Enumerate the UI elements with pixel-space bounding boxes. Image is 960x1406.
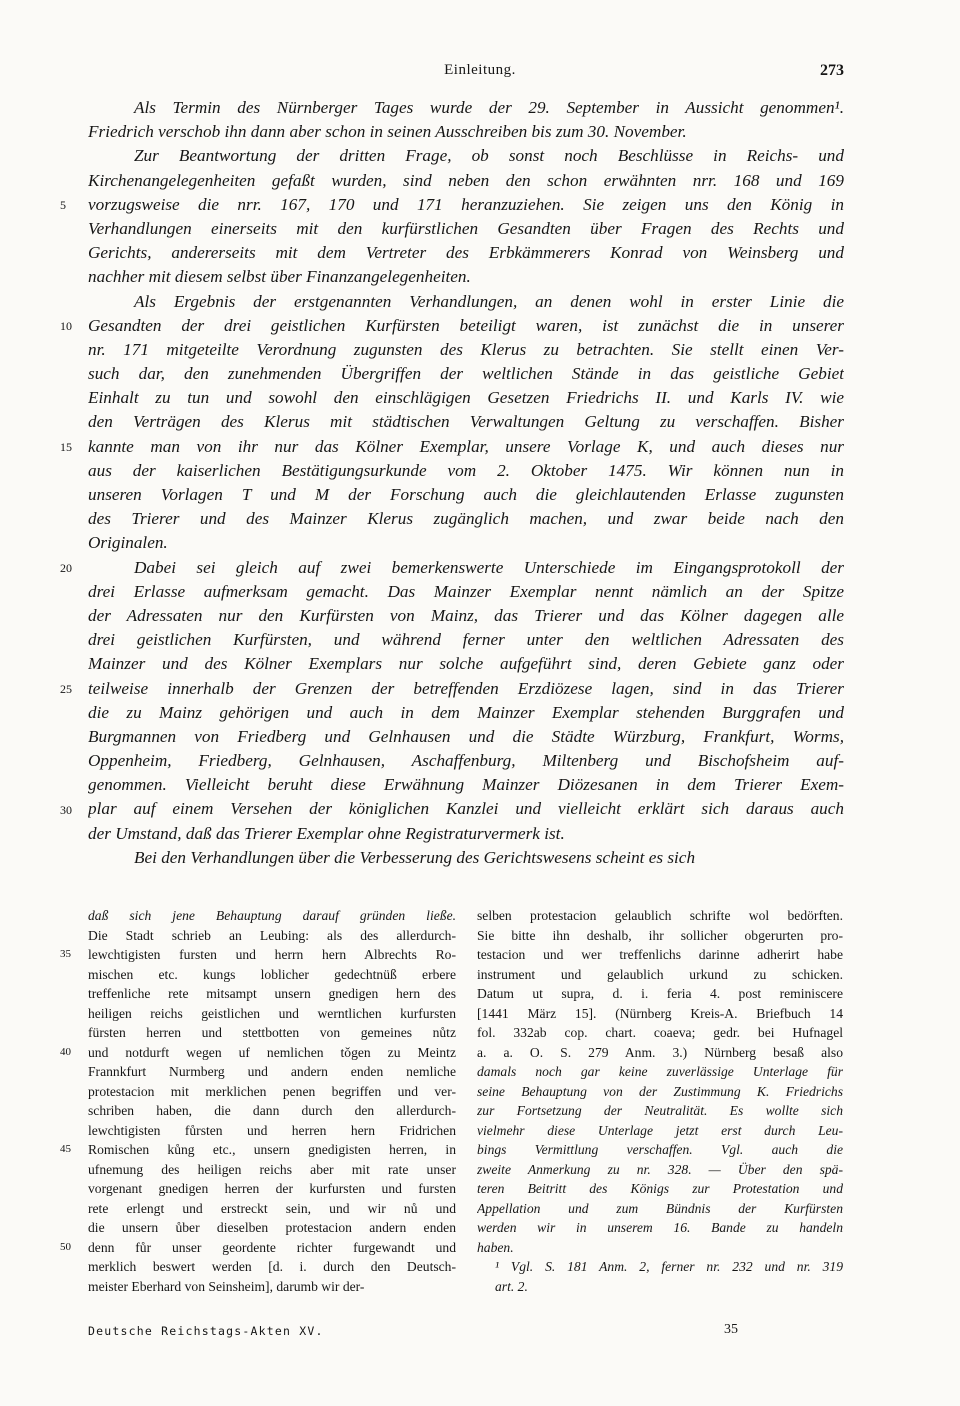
text-line: such dar, den zunehmenden Übergriffen der weltlichen Stände in das geistliche Gebiet bbox=[88, 364, 844, 384]
text-line: Originalen. bbox=[88, 533, 168, 553]
line-number: 30 bbox=[60, 802, 72, 817]
line-number: 20 bbox=[60, 560, 72, 575]
line-number: 25 bbox=[60, 681, 72, 696]
footnote-line: instrument und gelaublich urkund zu schicken. bbox=[477, 966, 843, 982]
footnote-line: fürsten herren und stettbotten von gemeines nůtz bbox=[88, 1025, 456, 1040]
text-line: Verhandlungen einerseits mit den kurfürstlichen Gesandten über Fragen des Rechts und bbox=[88, 218, 844, 238]
text-line: Bei den Verhandlungen über die Verbesserung des Gerichtswesens scheint es sich bbox=[134, 847, 696, 867]
footnote-line: Frannkfurt Nurmberg und andern enden nemliche bbox=[88, 1064, 456, 1079]
text-line: Burgmannen von Friedberg und Gelnhausen und die Städte Würzburg, Frankfurt, Worms, bbox=[88, 726, 844, 746]
footnote-line: denn fůr unser geordente richter furgewandt und bbox=[88, 1239, 456, 1255]
footnote-line: Die Stadt schrieb an Leubing: als des allerdurch- bbox=[88, 927, 456, 943]
footnote-line: vielmehr diese Unterlage jetzt erst durch Leu- bbox=[477, 1122, 843, 1138]
footnote-line: schriben haben, die dann durch den allerdurch- bbox=[88, 1103, 456, 1118]
text-line: Als Termin des Nürnberger Tages wurde der 29. September in Aussicht genommen¹. bbox=[134, 98, 844, 117]
signature-line: Deutsche Reichstags-Akten XV. bbox=[88, 1324, 324, 1338]
footnote-column-right bbox=[477, 906, 843, 1296]
text-line: nachher mit diesem selbst über Finanzangelegenheiten. bbox=[88, 267, 471, 287]
text-line: Gesandten der drei geistlichen Kurfürsten beteiligt waren, ist zunächst die in unserer bbox=[88, 315, 844, 335]
footnote-line: werden wir in unserem 16. Bande zu handeln bbox=[477, 1220, 843, 1235]
footnote-line: ufnemung des heiligen reichs aber mit rate unser bbox=[88, 1161, 456, 1177]
footnote-line: lewchtigisten fůrsten und herren hern Fridrichen bbox=[88, 1122, 456, 1138]
footnote-line: teren Beitritt des Königs zur Protestation und bbox=[477, 1181, 843, 1196]
footnote-line: bings Vermittlung verschaffen. Vgl. auch die bbox=[477, 1142, 843, 1157]
text-line: den Verträgen des Klerus mit städtischen Verwaltungen Geltung zu verschaffen. Bisher bbox=[88, 412, 844, 432]
text-line: Zur Beantwortung der dritten Frage, ob sonst noch Beschlüsse in Reichs- und bbox=[134, 146, 844, 166]
footnote-line: haben. bbox=[477, 1239, 514, 1255]
footnote-line: mischen etc. kungs loblicher gedechtnüß erbere bbox=[88, 966, 456, 982]
footnote-line: zur Fortsetzung der Neutralität. Es wollte sich bbox=[477, 1103, 843, 1118]
text-line: drei geistlichen Kurfürsten, und während ferner unter den weltlichen Adressaten des bbox=[88, 630, 844, 650]
main-body-text bbox=[88, 96, 844, 870]
footnote-line: fol. 332ab cop. chart. coaeva; gedr. bei Hufnagel bbox=[477, 1025, 843, 1040]
footnote-line: Appellation und zum Bündnis der Kurfürsten bbox=[477, 1200, 843, 1216]
text-line: Als Ergebnis der erstgenannten Verhandlungen, an denen wohl in erster Linie die bbox=[134, 291, 844, 311]
text-line: die zu Mainz gehörigen und auch in dem Mainzer Exemplar stehenden Burggrafen und bbox=[88, 702, 844, 722]
footnote-line: daß sich jene Behauptung darauf gründen ließe. bbox=[88, 908, 456, 923]
line-number: 35 bbox=[60, 948, 71, 960]
footnote-line: und notdurft wegen uf nemlichen tǒgen zu Meintz bbox=[88, 1044, 456, 1060]
footnote-line: lewchtigisten fursten und herrn hern Albrechts Ro- bbox=[88, 947, 456, 962]
text-line: Einhalt zu tun und sowohl den einschlägigen Gesetzen Friedrichs II. und Karls IV. wie bbox=[88, 388, 844, 408]
text-line: Kirchenangelegenheiten gefaßt wurden, sind neben den schon erwähnten nrr. 168 und 169 bbox=[88, 170, 844, 190]
text-line: kannte man von ihr nur das Kölner Exemplar, unsere Vorlage K, und auch dieses nur bbox=[88, 436, 844, 456]
sheet-number: 35 bbox=[724, 1322, 738, 1337]
footnote-1-line: art. 2. bbox=[495, 1278, 528, 1294]
text-line: drei Erlasse aufmerksam gemacht. Das Mainzer Exemplar nennt nämlich an der Spitze bbox=[88, 581, 844, 601]
text-line: unseren Vorlagen T und M der Forschung auch die gleichlautenden Erlasse zugunsten bbox=[88, 485, 844, 504]
footnote-line: meister Eberhard von Seinsheim], darumb wir der- bbox=[88, 1278, 365, 1294]
footnote-line: damals noch gar keine zuverlässige Unterlage für bbox=[477, 1064, 843, 1079]
text-line: Oppenheim, Friedberg, Gelnhausen, Aschaffenburg, Miltenberg und Bischofsheim auf- bbox=[88, 751, 844, 771]
text-line: Dabei sei gleich auf zwei bemerkenswerte Unterschiede im Eingangsprotokoll der bbox=[134, 557, 844, 577]
footnote-1-line: ¹ Vgl. S. 181 Anm. 2, ferner nr. 232 und nr. 319 bbox=[495, 1259, 843, 1274]
text-line: Gerichts, andererseits mit dem Vertreter des Erbkämmerers Konrad von Weinsberg und bbox=[88, 243, 844, 263]
line-number: 50 bbox=[60, 1240, 71, 1253]
line-number: 45 bbox=[60, 1143, 71, 1155]
text-line: vorzugsweise die nrr. 167, 170 und 171 heranzuziehen. Sie zeigen uns den König in bbox=[88, 194, 844, 214]
footnote-line: a. a. O. S. 279 Anm. 3.) Nürnberg besaß also bbox=[477, 1044, 843, 1060]
footnote-line: treffenliche rete mitsampt unsern gnedigen hern des bbox=[88, 986, 456, 1001]
running-header: Einleitung. bbox=[444, 62, 516, 78]
text-line: Mainzer und des Kölner Exemplars nur solche aufgeführt sind, deren Gebiete ganz oder bbox=[88, 654, 844, 674]
footnote-line: die unsern ůber dieselben protestacion andern enden bbox=[88, 1220, 456, 1235]
line-number: 10 bbox=[60, 318, 72, 333]
footnote-line: selben protestacion gelaublich schrifte wol bedörften. bbox=[477, 908, 843, 923]
text-line: des Trierer und des Mainzer Klerus zugänglich machen, und zwar beide nach den bbox=[88, 509, 844, 529]
text-line: teilweise innerhalb der Grenzen der betreffenden Erzdiözese lagen, sind in das Trierer bbox=[88, 678, 844, 698]
footnote-line: Sie bitte ihn deshalb, ihr sollicher obgerurten pro- bbox=[477, 927, 843, 943]
footnote-line: seine Behauptung von der Zustimmung K. Friedrichs bbox=[477, 1083, 843, 1099]
text-line: nr. 171 mitgeteilte Verordnung zugunsten des Klerus zu betrachten. Sie stellt einen Ver- bbox=[88, 339, 844, 359]
footnote-line: Romischen kůng etc., unsern gnedigisten herren, in bbox=[88, 1142, 456, 1157]
footnote-line: protestacion mit merklichen penen begriffen und ver- bbox=[88, 1083, 456, 1099]
footnote-line: Datum ut supra, d. i. feria 4. post reminiscere bbox=[477, 986, 843, 1001]
footnote-line: rete erlengt und erstreckt sein, und wir nů und bbox=[88, 1200, 456, 1216]
text-line: Friedrich verschob ihn dann aber schon in seinen Ausschreiben bis zum 30. November. bbox=[88, 122, 687, 142]
footnote-line: heiligen reichs geistlichen und werntlichen kurfursten bbox=[88, 1005, 456, 1021]
text-line: plar auf einem Versehen der königlichen Kanzlei und vielleicht erklärt sich daraus auch bbox=[88, 799, 844, 819]
line-number: 40 bbox=[60, 1045, 71, 1058]
footnote-line: [1441 März 15]. (Nürnberg Kreis-A. Briefbuch 14 bbox=[477, 1005, 843, 1021]
footnote-line: testacion und wer treffenlichs darinne adherirt habe bbox=[477, 947, 843, 962]
line-number: 5 bbox=[60, 197, 66, 212]
footnote-line: merklich beswert werden [d. i. durch den Deutsch- bbox=[88, 1259, 456, 1274]
footnote-line: zweite Anmerkung zu nr. 328. — Über den spä- bbox=[477, 1161, 843, 1177]
text-line: genommen. Vielleicht beruht diese Erwähnung Mainzer Diözesanen in dem Trierer Exem- bbox=[88, 775, 844, 795]
line-number: 15 bbox=[60, 439, 72, 454]
page-number: 273 bbox=[820, 62, 844, 79]
text-line: aus der kaiserlichen Bestätigungsurkunde vom 2. Oktober 1475. Wir können nun in bbox=[88, 460, 844, 480]
text-line: der Umstand, daß das Trierer Exemplar ohne Registraturvermerk ist. bbox=[88, 823, 565, 843]
footnote-line: vorgenant gnedigen herren der kurfursten und fursten bbox=[88, 1181, 456, 1196]
footnote-column-left bbox=[88, 906, 456, 1296]
text-line: der Adressaten nur den Kurfürsten von Mainz, das Trierer und das Kölner dagegen alle bbox=[88, 605, 844, 625]
